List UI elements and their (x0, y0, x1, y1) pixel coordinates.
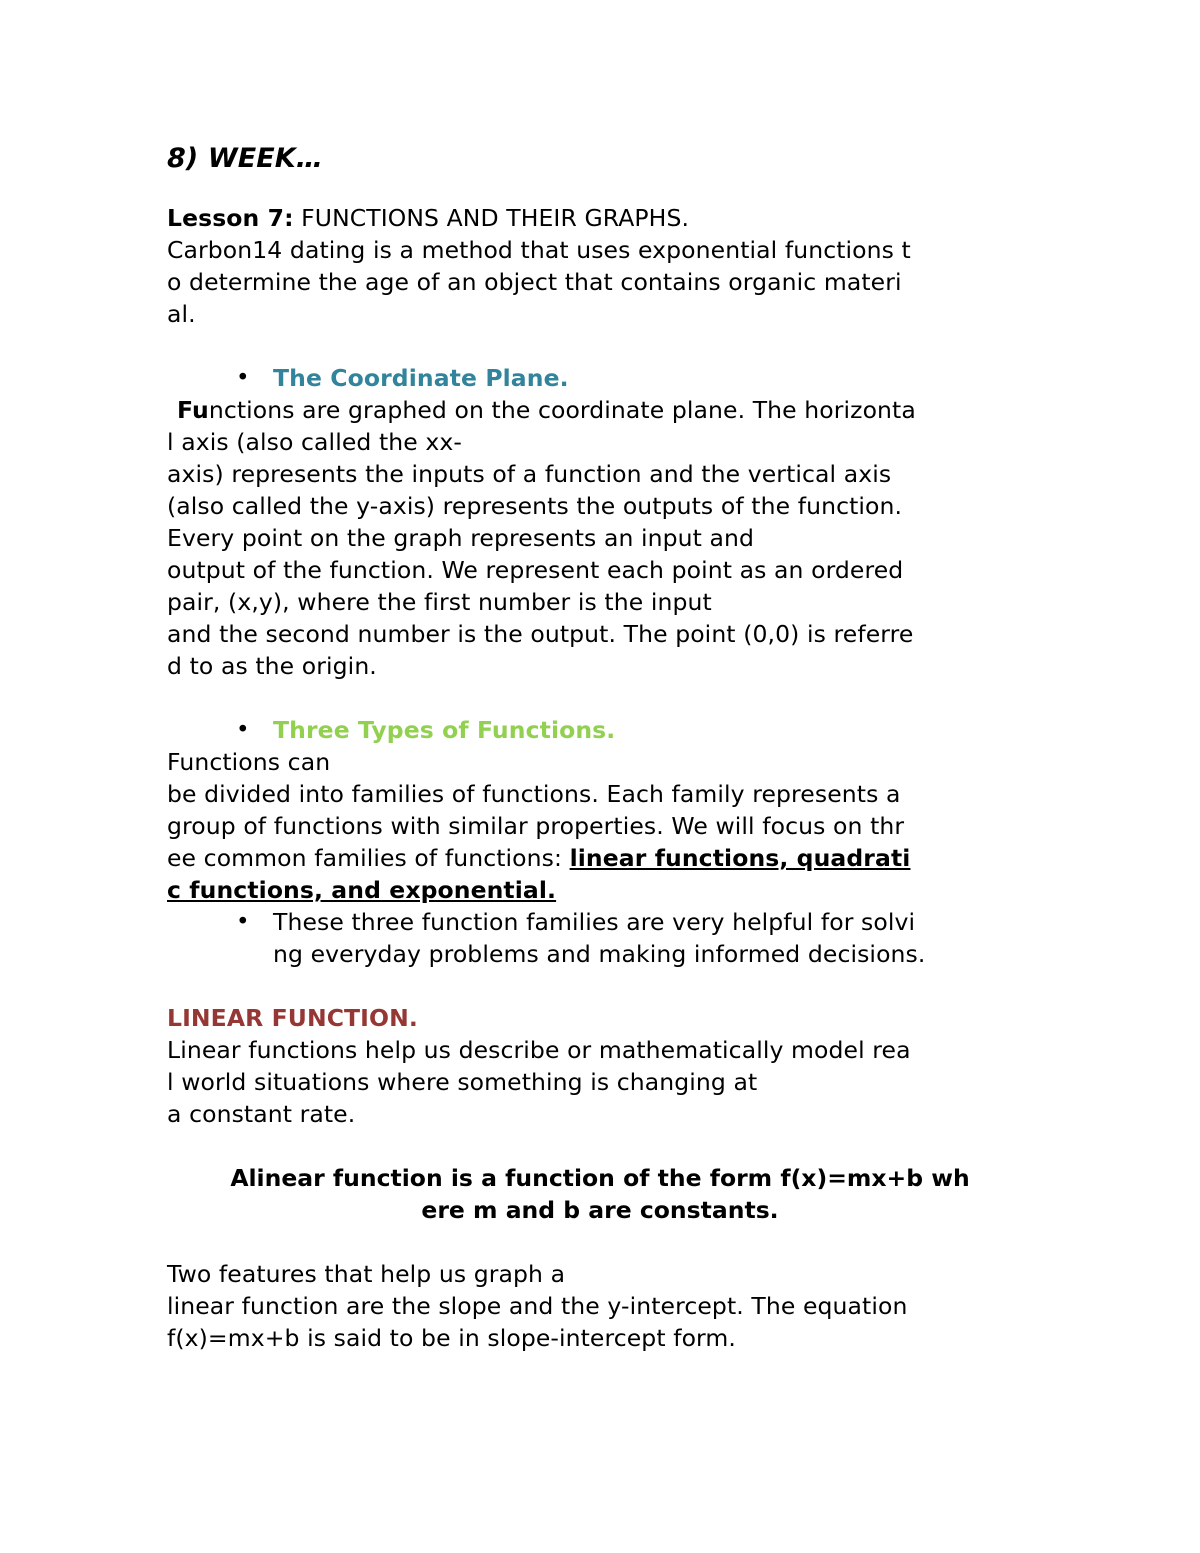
linear-line: a constant rate. (167, 1100, 356, 1128)
lesson-label: Lesson 7: (167, 204, 294, 232)
intro-line: Carbon14 dating is a method that uses exponential functions t (167, 236, 911, 264)
sub-bullet-line: These three function families are very helpful for solvi (273, 908, 916, 936)
closing-line: f(x)=mx+b is said to be in slope-intercept form. (167, 1324, 736, 1352)
bullet-icon: • (236, 365, 250, 391)
definition-line: ere m and b are constants. (421, 1196, 779, 1224)
coordinate-plane-heading: The Coordinate Plane. (273, 364, 569, 392)
linear-line: l world situations where something is changing at (167, 1068, 758, 1096)
intro-line: o determine the age of an object that contains organic materi (167, 268, 902, 296)
types-line: Functions can (167, 748, 331, 776)
linear-function-heading: LINEAR FUNCTION. (167, 1004, 418, 1032)
week-heading: 8) WEEK… (167, 143, 323, 174)
coordinate-line: Every point on the graph represents an input and (167, 524, 755, 552)
closing-line: linear function are the slope and the y-intercept. The equation (167, 1292, 908, 1320)
coordinate-line: output of the function. We represent each point as an ordered (167, 556, 904, 584)
lesson-title: FUNCTIONS AND THEIR GRAPHS. (293, 204, 690, 232)
intro-line: al. (167, 300, 196, 328)
coordinate-line: axis) represents the inputs of a function and the vertical axis (167, 460, 892, 488)
coordinate-line: d to as the origin. (167, 652, 377, 680)
sub-bullet-line: ng everyday problems and making informed decisions. (273, 940, 926, 968)
linear-line: Linear functions help us describe or mathematically model rea (167, 1036, 911, 1064)
families-emphasis-continued: c functions, and exponential. (167, 876, 557, 904)
types-line: be divided into families of functions. Each family represents a (167, 780, 901, 808)
types-families-text: ee common families of functions: (167, 844, 570, 872)
coordinate-line: pair, (x,y), where the first number is the input (167, 588, 712, 616)
types-line: group of functions with similar properties. We will focus on thr (167, 812, 905, 840)
three-types-heading: Three Types of Functions. (273, 716, 616, 744)
bullet-icon: • (236, 717, 250, 743)
coordinate-paragraph-first-line (177, 394, 916, 426)
coordinate-first-rest: nctions are graphed on the coordinate plane. The horizonta (208, 396, 916, 424)
coordinate-line: l axis (also called the xx- (167, 428, 462, 456)
lesson-line (167, 202, 689, 234)
bullet-icon: • (236, 909, 250, 935)
coordinate-line: (also called the y-axis) represents the outputs of the function. (167, 492, 903, 520)
definition-line: Alinear function is a function of the form f(x)=mx+b wh (230, 1164, 970, 1192)
coordinate-line: and the second number is the output. The point (0,0) is referre (167, 620, 914, 648)
types-line-families (167, 842, 910, 874)
closing-line: Two features that help us graph a (167, 1260, 566, 1288)
families-emphasis: linear functions, quadrati (569, 844, 911, 872)
coordinate-first-bold: Fu (177, 396, 209, 424)
